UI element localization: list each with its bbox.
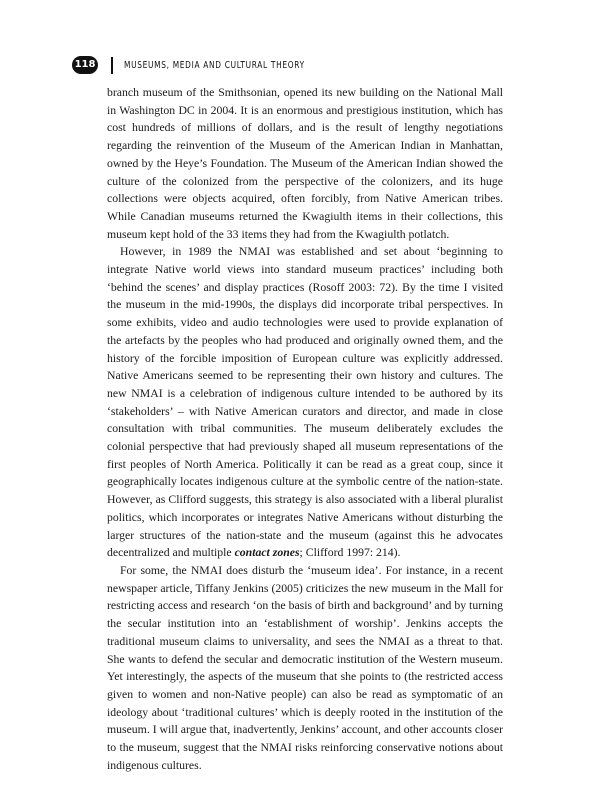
paragraph-text: ; Clifford 1997: 214). bbox=[299, 546, 401, 560]
running-title: MUSEUMS, MEDIA AND CULTURAL THEORY bbox=[124, 59, 305, 71]
paragraph-museum-idea: For some, the NMAI does disturb the ‘museum idea’. For instance, in a recent newspaper article, Tiffany Jenkins (2005) criticizes the new museum in the Mall for restricting access and research ‘on the basis of birth and background’ and by turning the secular institution into an ‘establishment of worship’. Jenkins accepts the traditional museum claims to universality, and sees the NMAI as a threat to that. She wants to defend the secular and democratic institution of the Western museum. Yet interestingly, the aspects of the museum that she points to (the restricted access given to women and non-Native people) can also be read as symptomatic of an ideology about ‘traditional cultures’ which is deeply rooted in the institution of the museum. I will argue that, inadvertently, Jenkins’ account, and other accounts closer to the museum, suggest that the NMAI risks reinforcing conservative notions about indigenous cultures. bbox=[107, 563, 503, 772]
paragraph-continued: branch museum of the Smithsonian, opened its new building on the National Mall in Washington DC in 2004. It is an enormous and prestigious institution, which has cost hundreds of millions of dollars, and is the result of lengthy negotiations regarding the reinvention of the Museum of the American Indian in Manhattan, owned by the Heye’s Foundation. The Museum of the American Indian showed the culture of the colonized from the perspective of the colonizers, and its huge collections were objects acquired, often forcibly, from Native American tribes. While Canadian museums returned the Kwagiulth items in their collections, this museum kept hold of the 33 items they had from the Kwagiulth potlatch. bbox=[107, 86, 503, 241]
paragraph-nmai-established bbox=[107, 243, 503, 562]
body-text bbox=[107, 84, 503, 774]
page-number: 118 bbox=[72, 56, 98, 74]
emphasized-term: contact zones bbox=[234, 546, 300, 560]
running-header bbox=[72, 56, 334, 74]
paragraph-text: However, in 1989 the NMAI was established and set about ‘beginning to integrate Native world views into standard museum practices’ including both ‘behind the scenes’ and display practices (Rosoff 2003: 72). By the time I visited the museum in the mid-1990s, the displays did incorporate tribal perspectives. In some exhibits, video and audio technologies were used to provide explanation of the artefacts by the peoples who had produced and originally owned them, and the history of the forcible imposition of European culture was explicitly addressed. Native Americans seemed to be representing their own history and cultures. The new NMAI is a celebration of indigenous culture intended to be authored by its ‘stakeholders’ – with Native American curators and director, and made in close consultation with tribal communities. The museum deliberately excludes the colonial perspective that had previously shaped all museum representations of the first peoples of North America. Politically it can be read as a great coup, since it geographically locates indigenous culture at the symbolic centre of the nation-state. However, as Clifford suggests, this strategy is also associated with a liberal pluralist politics, which incorporates or integrates Native Americans without disturbing the larger structures of the nation-state and the museum (against this he advocates decentralized and multiple bbox=[107, 245, 503, 560]
header-divider bbox=[111, 57, 113, 74]
